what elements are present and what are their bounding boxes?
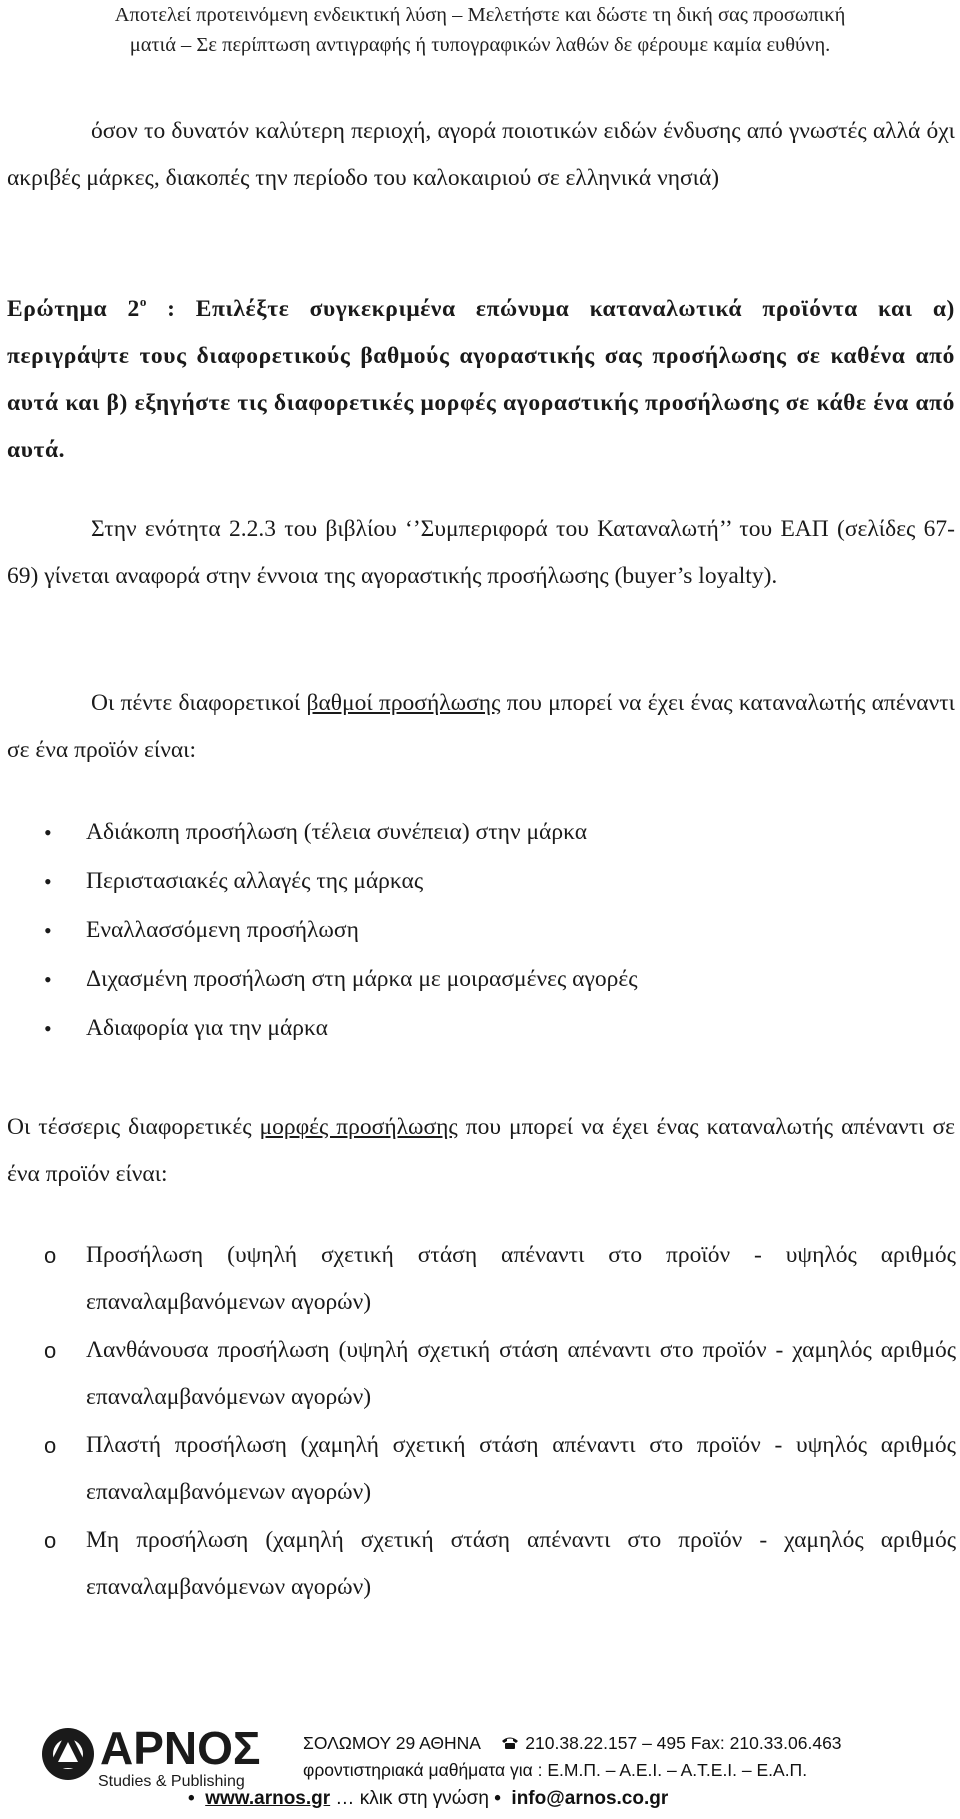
website-link[interactable]: www.arnos.gr	[205, 1788, 331, 1809]
degree-list-item	[44, 1005, 956, 1052]
bullet-icon: •	[188, 1788, 195, 1809]
email-link[interactable]: info@arnos.co.gr	[511, 1788, 669, 1809]
bullet-icon: •	[44, 1016, 52, 1041]
arnos-logo	[38, 1720, 278, 1790]
form-list-item	[44, 1517, 956, 1611]
circle-bullet-icon: o	[44, 1243, 57, 1268]
question-text: : Επιλέξτε συγκεκριμένα επώνυμα καταναλωτικά προϊόντα και α) περιγράψτε τους διαφορετικούς βαθμούς αγοραστικής σας προσήλωσης σε καθένα από αυτά και β) εξηγήστε τις διαφορετικές μορφές αγοραστικής προσήλωσης σε κάθε ένα από αυτά.	[7, 296, 955, 463]
degree-item-text: Περιστασιακές αλλαγές της μάρκας	[86, 868, 424, 894]
bullet-icon: •	[44, 967, 52, 992]
circle-bullet-icon: o	[44, 1433, 57, 1458]
question-paragraph	[7, 286, 955, 474]
degrees-intro-text-end: που μπορεί να έχει ένας καταναλωτής απέναντι σε ένα προϊόν είναι:	[7, 690, 955, 763]
forms-intro-underlined: μορφές προσήλωσης	[259, 1114, 458, 1140]
forms-intro-text: Οι τέσσερις διαφορετικές	[7, 1114, 260, 1140]
header-disclaimer-line-2: ματιά – Σε περίπτωση αντιγραφής ή τυπογραφικών λαθών δε φέρουμε καμία ευθύνη.	[129, 34, 831, 56]
degree-list-item	[44, 858, 956, 905]
logo-wordmark: ΑΡΝΟΣ	[100, 1722, 261, 1774]
degree-list-item	[44, 907, 956, 954]
degree-list-item	[44, 809, 956, 856]
page-header	[0, 0, 960, 60]
footer-slogan: … κλικ στη γνώση	[330, 1788, 495, 1809]
footer-address: ΣΟΛΩΜΟΥ 29 ΑΘΗΝΑ	[303, 1733, 481, 1753]
bullet-icon: •	[44, 820, 52, 845]
forms-intro-paragraph	[7, 1104, 955, 1198]
degrees-intro-text: Οι πέντε διαφορετικοί	[91, 690, 307, 716]
logo-tagline: Studies & Publishing	[98, 1773, 245, 1790]
degree-item-text: Αδιάκοπη προσήλωση (τέλεια συνέπεια) στην μάρκα	[86, 819, 588, 845]
degree-item-text: Εναλλασσόμενη προσήλωση	[86, 917, 359, 943]
footer-contact-line	[303, 1733, 842, 1754]
degrees-intro-underlined: βαθμοί προσήλωσης	[306, 690, 501, 716]
degree-list-item	[44, 956, 956, 1003]
question-label: Ερώτημα 2	[7, 296, 140, 322]
form-list-item	[44, 1422, 956, 1516]
circle-bullet-icon: o	[44, 1528, 57, 1553]
degree-item-text: Αδιαφορία για την μάρκα	[86, 1015, 328, 1041]
circle-bullet-icon: o	[44, 1338, 57, 1363]
bullet-icon: •	[44, 869, 52, 894]
degree-item-text: Διχασμένη προσήλωση στη μάρκα με μοιρασμένες αγορές	[86, 966, 638, 992]
section-reference-paragraph: Στην ενότητα 2.2.3 του βιβλίου ‘’Συμπεριφορά του Καταναλωτή’’ του ΕΑΠ (σελίδες 67-69) γίνεται αναφορά στην έννοια της αγοραστικής προσήλωσης (buyer’s loyalty).	[7, 516, 955, 589]
form-item-text: Μη προσήλωση (χαμηλή σχετική στάση απέναντι στο προϊόν - χαμηλός αριθμός επαναλαμβανόμενων αγορών)	[86, 1527, 956, 1600]
form-list-item	[44, 1232, 956, 1326]
header-disclaimer-line-1: Αποτελεί προτεινόμενη ενδεικτική λύση – Μελετήστε και δώστε τη δική σας προσωπική	[114, 4, 846, 26]
footer-tutoring-line: φροντιστηριακά μαθήματα για : Ε.Μ.Π. – Α.Ε.Ι. – Α.Τ.Ε.Ι. – Ε.Α.Π.	[303, 1760, 808, 1780]
form-item-text: Πλαστή προσήλωση (χαμηλή σχετική στάση απέναντι στο προϊόν - υψηλός αριθμός επαναλαμβανόμενων αγορών)	[86, 1432, 956, 1505]
forms-intro-text-end: που μπορεί να έχει ένας καταναλωτής απέναντι σε ένα προϊόν είναι:	[7, 1114, 955, 1187]
form-item-text: Λανθάνουσα προσήλωση (υψηλή σχετική στάση απέναντι στο προϊόν - χαμηλός αριθμός επαναλαμβανόμενων αγορών)	[86, 1337, 956, 1410]
intro-paragraph: όσον το δυνατόν καλύτερη περιοχή, αγορά ποιοτικών ειδών ένδυσης από γνωστές αλλά όχι ακριβές μάρκες, διακοπές την περίοδο του καλοκαιριού σε ελληνικά νησιά)	[7, 118, 955, 191]
bullet-icon: •	[494, 1788, 501, 1809]
form-list-item	[44, 1327, 956, 1421]
arnos-logo-graphic	[38, 1720, 278, 1790]
telephone-icon	[500, 1734, 520, 1748]
footer-phones: 210.38.22.157 – 495 Fax: 210.33.06.463	[525, 1733, 842, 1753]
page-footer	[0, 1700, 960, 1819]
bullet-icon: •	[44, 918, 52, 943]
footer-web-line	[188, 1788, 668, 1810]
degrees-intro-paragraph	[7, 680, 955, 774]
question-superscript: ο	[139, 294, 147, 309]
form-item-text: Προσήλωση (υψηλή σχετική στάση απέναντι στο προϊόν - υψηλός αριθμός επαναλαμβανόμενων αγορών)	[86, 1242, 956, 1315]
